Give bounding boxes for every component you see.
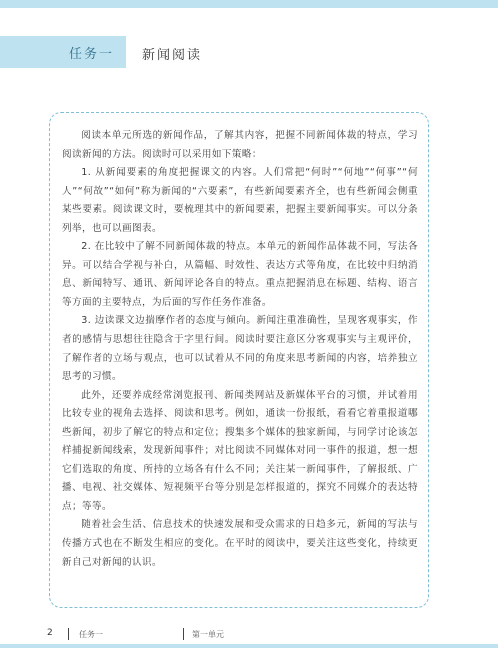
paragraph: 3. 边读课文边揣摩作者的态度与倾向。新闻注重准确性，呈现客观事实，作者的感情与思想往往隐含于字里行间。阅读时要注意区分客观事实与主观评价，了解作者的立场与观点，也可以试着从不同的角度来思考新闻的内容，培养独立思考的习惯。 (62, 315, 418, 383)
task-banner (0, 36, 126, 68)
top-color-strip (0, 0, 498, 8)
footer-task-label: 任务一 (79, 630, 103, 639)
footer-unit-label: 第一单元 (192, 630, 224, 639)
page-number: 2 (47, 628, 53, 638)
paragraph: 此外，还要养成经常浏览报刊、新闻类网站及新媒体平台的习惯，并试着用比较专业的视角去选择、阅读和思考。例如，通读一份报纸，看看它着重报道哪些新闻，初步了解它的特点和定位；搜集多个媒体的独家新闻，与同学讨论该怎样捕捉新闻线索，发现新闻事件；对比阅读不同媒体对同一事件的报道，想一想它们选取的角度、所持的立场各有什么不同；关注某一新闻事件，了解报纸、广播、电视、社交媒体、短视频平台等分别是怎样报道的，探究不同媒介的表达特点；等等。 (62, 389, 418, 512)
paragraph: 1. 从新闻要素的角度把握课文的内容。人们常把“何时”“何地”“何事”“何人”“何故”“如何”称为新闻的“六要素”，有些新闻要素齐全，也有些新闻会侧重某些要素。阅读课文时，要梳理其中的新闻要素，把握主要新闻事实。可以分条列举，也可以画图表。 (62, 167, 418, 234)
footer-divider (68, 628, 69, 640)
page-title: 新闻阅读 (142, 48, 203, 63)
paragraph: 随着社会生活、信息技术的快速发展和受众需求的日趋多元，新闻的写法与传播方式也在不断发生相应的变化。在平时的阅读中，要关注这些变化，持续更新自己对新闻的认识。 (62, 519, 418, 568)
paragraph: 2. 在比较中了解不同新闻体裁的特点。本单元的新闻作品体裁不同，写法各异。可以结合学视与补白，从篇幅、时效性、表达方式等角度，在比较中归纳消息、新闻特写、通讯、新闻评论各自的特点。重点把握消息在标题、结构、语言等方面的主要特点，为后面的写作任务作准备。 (62, 241, 418, 308)
bottom-color-strip (0, 644, 498, 648)
paragraph: 阅读本单元所选的新闻作品，了解其内容，把握不同新闻体裁的特点，学习阅读新闻的方法。阅读时可以采用如下策略： (62, 130, 418, 160)
reading-guide-box (49, 112, 429, 608)
footer-divider (183, 628, 184, 640)
task-label: 任务一 (68, 46, 114, 62)
